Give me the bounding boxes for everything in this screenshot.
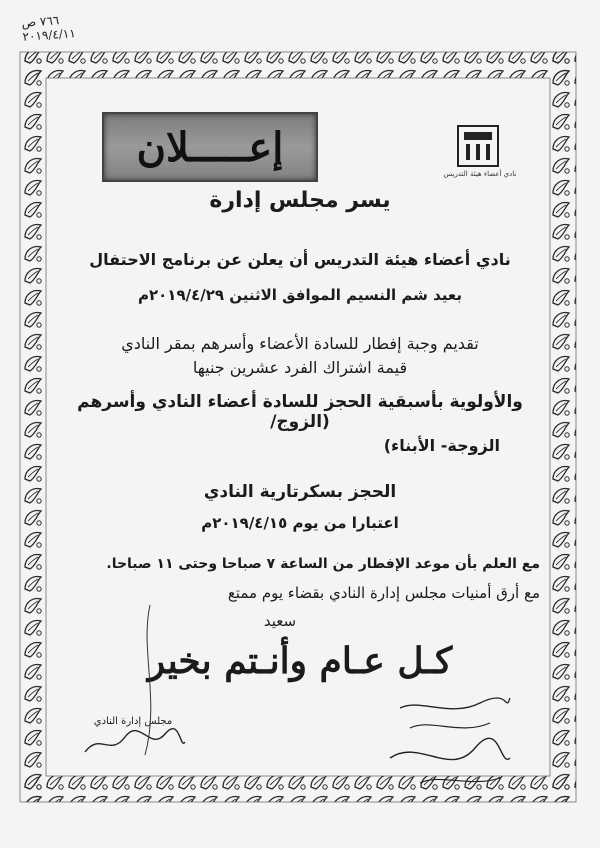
meal-line: تقديم وجبة إفطار للسادة الأعضاء وأسرهم بمقر النادي (121, 334, 479, 353)
fee-line: قيمة اشتراك الفرد عشرين جنيها (192, 358, 408, 377)
announcement-title: إعـــــلان (136, 123, 284, 171)
wishes-line-2: سعيد (263, 612, 297, 630)
club-logo-icon (448, 118, 508, 178)
logo-caption: نادي أعضاء هيئة التدريس (443, 170, 517, 178)
handwritten-note (21, 12, 76, 44)
announcement-header-box (102, 112, 318, 182)
greeting-line: كـل عـام وأنـتم بخير (147, 640, 453, 682)
pen-stroke-mark (130, 600, 170, 760)
note-line-1: ٧٦٦ ص (21, 13, 60, 30)
signature-caption: مجلس إدارة النادي (93, 716, 173, 727)
program-line: نادي أعضاء هيئة التدريس أن يعلن عن برنامج الاحتفال (89, 250, 511, 269)
wishes-line: مع أرق أمنيات مجلس إدارة النادي بقضاء يوم ممتع (227, 584, 540, 602)
date-line: بعيد شم النسيم الموافق الاثنين ٢٠١٩/٤/٢٩م (137, 286, 462, 304)
time-line: مع العلم بأن موعد الإفطار من الساعة ٧ صباحا وحتى ١١ صباحا. (106, 556, 540, 572)
signature-scribble-right (380, 688, 520, 798)
booking-line: الحجز بسكرتارية النادي (203, 482, 397, 502)
booking-date-line: اعتبارا من يوم ٢٠١٩/٤/١٥م (201, 514, 399, 532)
note-line-2: ٢٠١٩/٤/١١ (22, 26, 77, 44)
priority-line: والأولوية بأسبقية الحجز للسادة أعضاء النادي وأسرهم (الزوج/ (77, 392, 523, 432)
family-line: الزوجة- الأبناء) (383, 436, 500, 455)
intro-line: يسر مجلس إدارة (209, 188, 391, 213)
